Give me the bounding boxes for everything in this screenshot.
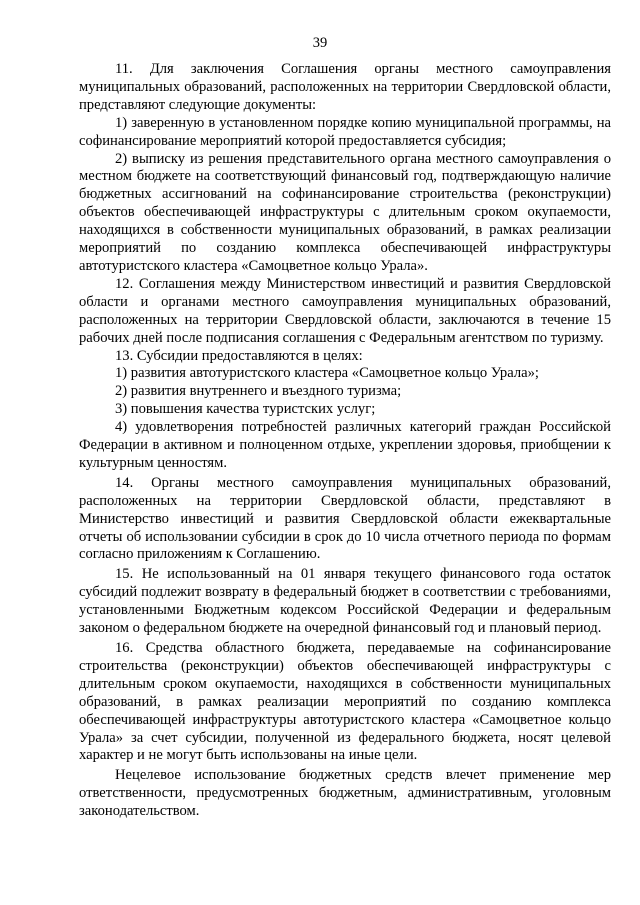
paragraph-clause-13-item-1: 1) развития автотуристского кластера «Самоцветное кольцо Урала»; (115, 365, 539, 382)
paragraph-clause-13-item-3: 3) повышения качества туристских услуг; (115, 401, 376, 418)
paragraph-clause-11-item-1: 1) заверенную в установленном порядке копию муниципальной программы, на софинансирование мероприятий которой предоставляется субсидия; (79, 114, 611, 149)
paragraph-clause-11-item-2: 2) выписку из решения представительного органа местного самоуправления о местном бюджете на соответствующий финансовый год, подтверждающую наличие бюджетных ассигнований на софинансирование строительства (реконструкции) объектов обеспечивающей инфраструктуры с длительным сроком окупаемости, находящихся в собственности муниципальных образований, в рамках реализации мероприятий по созданию комплекса обеспечивающей инфраструктуры автотуристского кластера «Самоцветное кольцо Урала». (79, 150, 611, 274)
paragraph-clause-13: 13. Субсидии предоставляются в целях: (115, 347, 363, 364)
paragraph-clause-14: 14. Органы местного самоуправления муниципальных образований, расположенных на территории Свердловской области, представляют в Министерство инвестиций и развития Свердловской области ежеквартальные отчеты об использовании субсидии в срок до 10 числа отчетного периода по формам согласно приложениям к Соглашению. (79, 474, 611, 563)
paragraph-clause-13-item-4: 4) удовлетворения потребностей различных категорий граждан Российской Федерации в активном и полноценном отдыхе, укреплении здоровья, приобщении к культурным ценностям. (79, 419, 611, 471)
page-number: 39 (312, 35, 328, 51)
paragraph-clause-15: 15. Не использованный на 01 января текущего финансового года остаток субсидий подлежит возврату в федеральный бюджет в соответствии с требованиями, установленными Бюджетным кодексом Российской Федерации и федеральным законом о федеральном бюджете на очередной финансовый год и плановый период. (79, 566, 611, 637)
paragraph-clause-11: 11. Для заключения Соглашения органы местного самоуправления муниципальных образований, расположенных на территории Свердловской области, представляют следующие документы: (79, 61, 611, 113)
paragraph-clause-16: 16. Средства областного бюджета, передаваемые на софинансирование строительства (реконструкции) объектов обеспечивающей инфраструктуры с длительным сроком окупаемости, находящихся в собственности муниципальных образований, в рамках реализации мероприятий по созданию комплекса обеспечивающей инфраструктуры автотуристского кластера «Самоцветное кольцо Урала» за счет субсидии, полученной из федерального бюджета, носят целевой характер и не могут быть использованы на иные цели. (79, 640, 611, 764)
paragraph-clause-12: 12. Соглашения между Министерством инвестиций и развития Свердловской области и органами местного самоуправления муниципальных образований, расположенных на территории Свердловской области, заключаются в течение 15 рабочих дней после подписания соглашения с Федеральным агентством по туризму. (79, 275, 611, 346)
paragraph-liability-note: Нецелевое использование бюджетных средств влечет применение мер ответственности, предусмотренных бюджетным, административным, уголовным законодательством. (79, 767, 611, 820)
paragraph-clause-13-item-2: 2) развития внутреннего и въездного туризма; (115, 383, 402, 400)
document-body (79, 61, 611, 821)
